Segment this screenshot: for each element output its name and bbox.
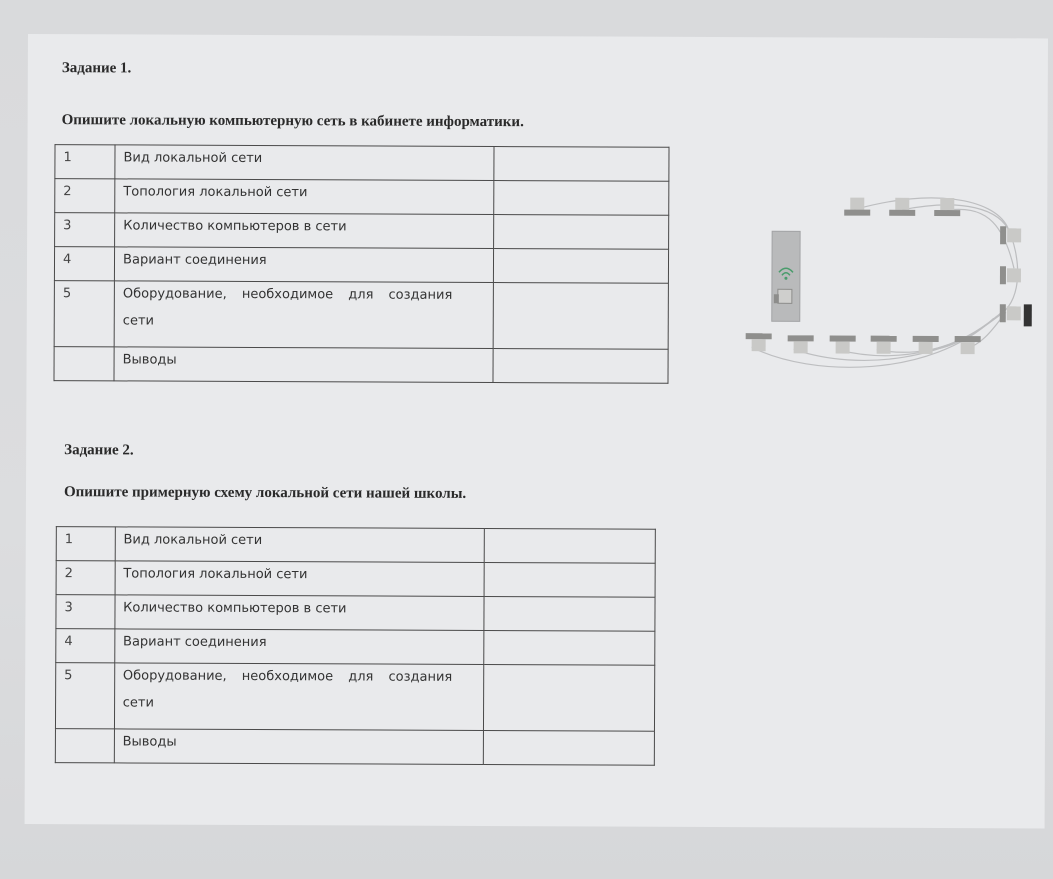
row-number: 3 (55, 213, 115, 247)
answer-cell[interactable] (493, 249, 668, 284)
row-number: 4 (56, 629, 115, 663)
classroom-network-diagram (731, 187, 1052, 388)
computer-icon (871, 336, 897, 354)
task1-instruction: Опишите локальную компьютерную сеть в кабинете информатики. (61, 112, 524, 131)
teacher-desk (772, 231, 800, 321)
row-label-line2: сети (122, 313, 155, 329)
table-row (55, 663, 654, 732)
computer-icon (955, 336, 981, 354)
answer-cell[interactable] (493, 349, 668, 384)
row-number: 1 (56, 527, 115, 561)
row-label: Вариант соединения (114, 629, 484, 665)
answer-cell[interactable] (493, 215, 668, 250)
answer-cell[interactable] (494, 181, 669, 216)
answer-cell[interactable] (484, 596, 655, 631)
row-number: 5 (54, 281, 114, 347)
table-row (56, 561, 655, 598)
row-number: 4 (54, 247, 114, 281)
task1-heading: Задание 1. (61, 60, 132, 77)
answer-cell[interactable] (494, 147, 669, 182)
answer-cell[interactable] (484, 664, 655, 731)
answer-cell[interactable] (485, 528, 656, 563)
computer-icon (746, 333, 772, 351)
table-row (56, 595, 655, 632)
computer-icon (1000, 226, 1021, 244)
task2-instruction: Опишите примерную схему локальной сети нашей школы. (63, 484, 467, 502)
row-label: Вид локальной сети (115, 527, 485, 563)
answer-cell[interactable] (493, 283, 668, 350)
computer-icon (1000, 266, 1021, 284)
table-row (56, 629, 655, 666)
row-number (54, 347, 114, 381)
answer-cell[interactable] (484, 730, 655, 765)
table-row (55, 179, 669, 216)
row-label-line1: Оборудование, необходимое для создания (122, 668, 453, 685)
row-number: 2 (55, 179, 115, 213)
row-label (114, 663, 484, 731)
row-number: 3 (56, 595, 115, 629)
row-number: 2 (56, 561, 115, 595)
row-label: Количество компьютеров в сети (115, 595, 485, 631)
table-row (55, 729, 654, 766)
task2-heading: Задание 2. (64, 442, 134, 459)
row-label: Количество компьютеров в сети (115, 213, 494, 249)
answer-cell[interactable] (484, 630, 655, 665)
row-label-line1: Оборудование, необходимое для создания (122, 286, 453, 303)
computer-icon (788, 335, 814, 353)
table-row (54, 281, 668, 350)
row-label: Топология локальной сети (115, 561, 485, 597)
table-row (54, 247, 668, 284)
row-label: Вариант соединения (114, 247, 493, 283)
table-row (55, 213, 669, 250)
computer-icon (1000, 304, 1032, 326)
computer-icon (830, 336, 856, 354)
answer-cell[interactable] (484, 562, 655, 597)
task1-table (53, 144, 669, 384)
row-label: Топология локальной сети (115, 179, 494, 215)
row-label: Выводы (114, 729, 484, 765)
row-number: 1 (55, 145, 115, 179)
table-row (56, 527, 655, 564)
row-label-line2: сети (122, 695, 154, 711)
document-page (25, 34, 1048, 828)
row-number: 5 (55, 663, 114, 729)
table-row (54, 347, 668, 384)
task2-table (55, 526, 656, 766)
table-row (55, 145, 669, 182)
row-label (114, 281, 493, 349)
computer-icon (934, 198, 960, 216)
row-label: Вид локальной сети (115, 145, 494, 181)
row-label: Выводы (114, 347, 493, 383)
row-number (55, 729, 114, 763)
